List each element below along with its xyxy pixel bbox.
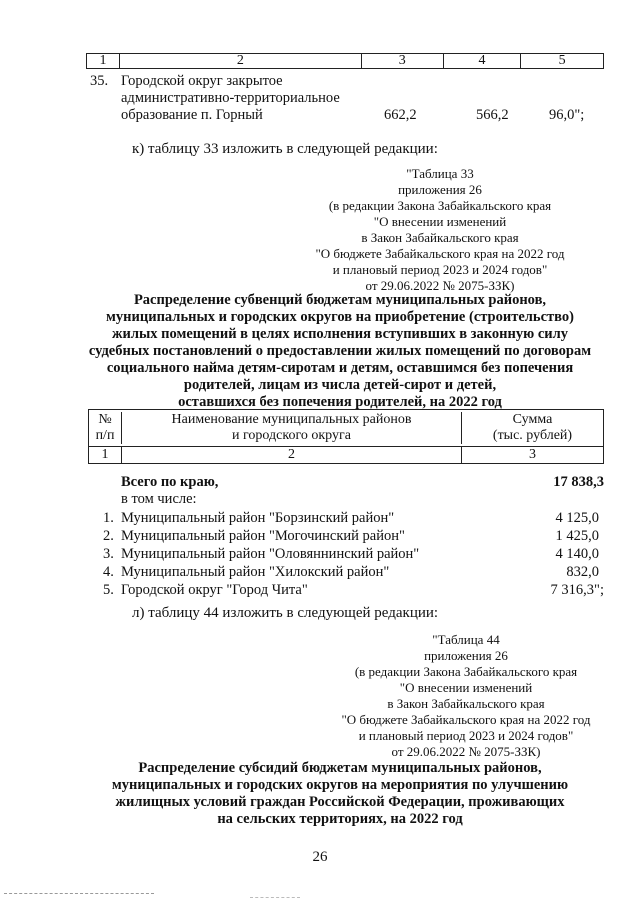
header-sum-line: (тыс. рублей) xyxy=(492,428,573,443)
title-line: социального найма детям-сиротам и детям, оставшимся без попечения xyxy=(106,360,574,376)
row35-number: 35. xyxy=(90,73,109,89)
col-index-2: 2 xyxy=(121,447,461,463)
row-value: 832,0 xyxy=(566,564,599,580)
note-line: от 29.06.2022 № 2075-ЗЗК) xyxy=(391,744,541,759)
note-line: приложения 26 xyxy=(424,648,508,663)
note-line: от 29.06.2022 № 2075-ЗЗК) xyxy=(365,278,515,293)
row-name: Муниципальный район "Оловяннинский район" xyxy=(121,546,420,562)
row35-name-line-2: административно-территориальное xyxy=(121,90,340,106)
row-name: Муниципальный район "Борзинский район" xyxy=(121,510,395,526)
header-name-line: Наименование муниципальных районов xyxy=(171,412,412,427)
title-line: оставшихся без попечения родителей, на 2022 год xyxy=(178,394,502,410)
header-number xyxy=(89,412,121,444)
col-index-4: 4 xyxy=(444,54,522,68)
page-number: 26 xyxy=(312,849,328,865)
note-line: "О внесении изменений xyxy=(399,680,533,695)
note-line: в Закон Забайкальского края xyxy=(387,696,545,711)
row35-name-line-1: Городской округ закрытое xyxy=(121,73,283,89)
note-line: "О внесении изменений xyxy=(373,214,507,229)
note-line: и плановый период 2023 и 2024 годов" xyxy=(358,728,574,743)
header-sum-line: Сумма xyxy=(512,412,553,427)
table33-header xyxy=(88,409,604,464)
header-sum xyxy=(461,412,603,444)
row-name: Муниципальный район "Хилокский район" xyxy=(121,564,390,580)
col-index-3: 3 xyxy=(362,54,444,68)
row-number: 1. xyxy=(103,510,114,526)
table33-title xyxy=(60,292,620,411)
total-value: 17 838,3 xyxy=(553,474,604,490)
col-index-3: 3 xyxy=(461,447,603,463)
title-line: Распределение субвенций бюджетам муниципальных районов, xyxy=(133,292,547,308)
including-label: в том числе: xyxy=(121,491,197,507)
note-line: "О бюджете Забайкальского края на 2022 год xyxy=(341,712,591,727)
title-line: жилых помещений в целях исполнения вступивших в законную силу xyxy=(111,326,569,342)
note-line: (в редакции Закона Забайкальского края xyxy=(354,664,578,679)
scan-edge-line xyxy=(4,893,154,894)
note-line: (в редакции Закона Забайкальского края xyxy=(328,198,552,213)
row-name: Муниципальный район "Могочинский район" xyxy=(121,528,405,544)
note-line: "Таблица 33 xyxy=(406,166,474,181)
row-number: 3. xyxy=(103,546,114,562)
header-name-line: и городского округа xyxy=(232,428,351,443)
col-index-1: 1 xyxy=(101,447,109,462)
row-number: 4. xyxy=(103,564,114,580)
row35-value-3: 96,0"; xyxy=(549,107,585,123)
header-name xyxy=(121,412,461,444)
title-line: родителей, лицам из числа детей-сирот и детей, xyxy=(183,377,497,393)
paragraph-l: л) таблицу 44 изложить в следующей редакции: xyxy=(132,605,439,621)
note-line: "О бюджете Забайкальского края на 2022 год xyxy=(315,246,565,261)
row-value: 1 425,0 xyxy=(555,528,599,544)
scan-edge-line xyxy=(250,897,300,898)
title-line: жилищных условий граждан Российской Федерации, проживающих xyxy=(115,794,565,810)
title-line: судебных постановлений о предоставлении жилых помещений по договорам xyxy=(88,343,592,359)
row35-name-line-3: образование п. Горный xyxy=(121,107,263,123)
note-line: и плановый период 2023 и 2024 годов" xyxy=(332,262,548,277)
note-line: "Таблица 44 xyxy=(432,632,500,647)
top-table-header xyxy=(86,53,604,69)
table44-note xyxy=(316,632,616,760)
row-number: 2. xyxy=(103,528,114,544)
total-label: Всего по краю, xyxy=(121,474,219,490)
col-index-1: 1 xyxy=(87,54,120,68)
row35-value-2: 566,2 xyxy=(476,107,509,123)
header-number-line: № xyxy=(98,412,112,427)
header-number-line: п/п xyxy=(95,428,115,443)
title-line: муниципальных и городских округов на приобретение (строительство) xyxy=(106,309,574,325)
note-line: в Закон Забайкальского края xyxy=(361,230,519,245)
title-line: муниципальных и городских округов на мероприятия по улучшению xyxy=(111,777,569,793)
paragraph-k: к) таблицу 33 изложить в следующей редакции: xyxy=(132,141,438,157)
row-value: 4 125,0 xyxy=(555,510,599,526)
row-number: 5. xyxy=(103,582,114,598)
col-index-2: 2 xyxy=(120,54,362,68)
title-line: на сельских территориях, на 2022 год xyxy=(217,811,463,827)
col-index-5: 5 xyxy=(558,53,566,68)
row-value: 4 140,0 xyxy=(555,546,599,562)
table44-title xyxy=(60,760,620,828)
title-line: Распределение субсидий бюджетам муниципальных районов, xyxy=(138,760,542,776)
note-line: приложения 26 xyxy=(398,182,482,197)
table33-note xyxy=(290,166,590,294)
row-name: Городской округ "Город Чита" xyxy=(121,582,308,598)
row35-value-1: 662,2 xyxy=(384,107,417,123)
row-value: 7 316,3"; xyxy=(550,582,604,598)
